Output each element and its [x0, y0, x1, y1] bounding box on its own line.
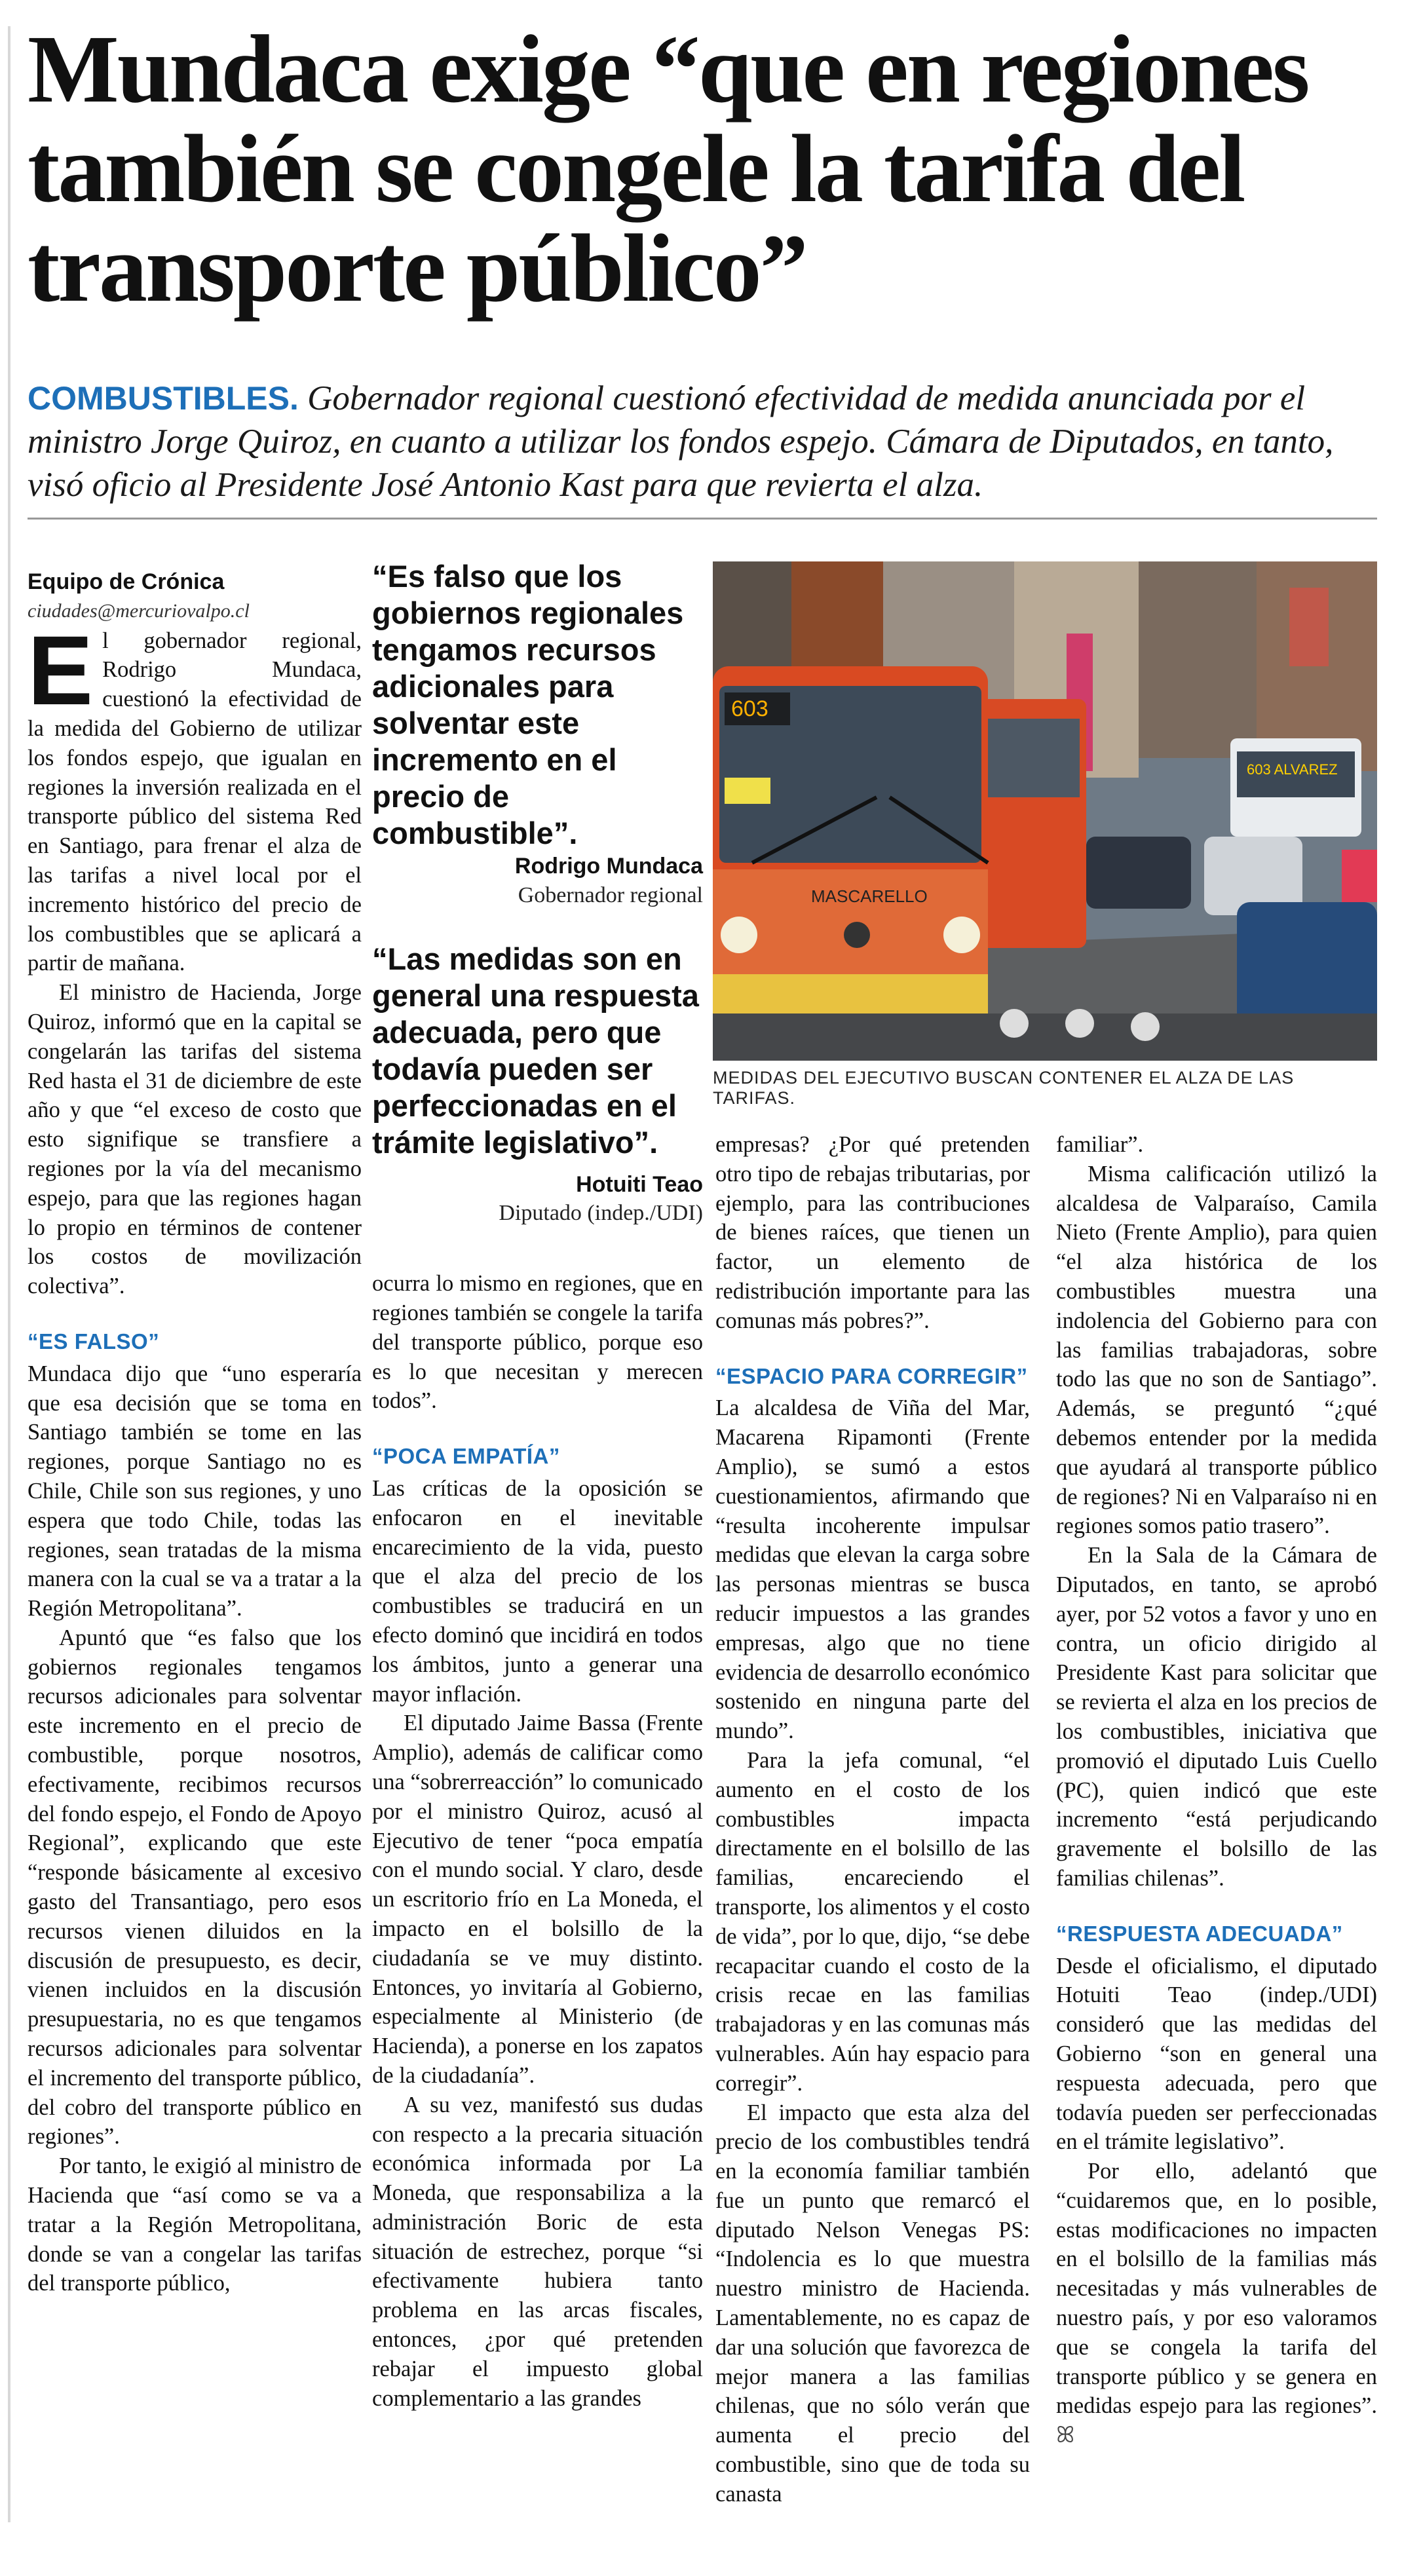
main-bus-sign: 603 [731, 696, 768, 721]
street-bus-illustration [713, 561, 1377, 1061]
deck-kicker: COMBUSTIBLES. [28, 380, 299, 417]
end-mark-icon: ꕤ [1056, 2422, 1075, 2449]
paragraph: Por ello, adelantó que “cuidaremos que, en lo posible, estas modificaciones no impacten en el bolsillo de la familias más necesitadas y más vulnerables de nuestro país, y por eso valoramos que se congela la tarifa del transporte público y se genera en medidas espejo para las regiones”. ꕤ [1056, 2159, 1377, 2449]
pull-quote-role: Gobernador regional [518, 882, 703, 907]
section-heading-respuesta-adecuada: “RESPUESTA ADECUADA” [1056, 1921, 1343, 1946]
left-margin-rule [8, 26, 10, 2522]
paragraph: Las críticas de la oposición se enfocaron en el inevitable encarecimiento de la vida, puesto que el alza del precio de los combustibles se traducirá en un efecto dominó que incidirá en todos los ámbitos, junto a generar una mayor inflación. [372, 1475, 703, 1707]
paragraph: El impacto que esta alza del precio de los combustibles tendrá en la economía familiar también fue un punto que remarcó el diputado Nelson Venegas PS: “Indolencia es lo que muestra nuestro ministro de Hacienda. Lamentablemente, no es capaz de dar una solución que favorezca de mejor manera a las familias chilenas, que no sólo verán que aumenta el precio del combustible, sino que de toda su canasta [715, 2100, 1030, 2507]
section-heading-poca-empatia: “POCA EMPATÍA” [372, 1444, 560, 1469]
pull-quote-teao [372, 941, 703, 1229]
article-column-4 [1056, 1130, 1377, 2450]
section-heading-espacio-para-corregir: “ESPACIO PARA CORREGIR” [715, 1363, 1028, 1388]
deck [28, 377, 1390, 506]
paragraph: La alcaldesa de Viña del Mar, Macarena Ripamonti (Frente Amplio), se sumó a estos cuestionamientos, afirmando que “resulta incoherente impulsar medidas que elevan la carga sobre las personas mientras se busca reducir impuestos a las grandes empresas, algo que no tiene evidencia de desarrollo económico sostenido en ninguna parte del mundo”. [715, 1395, 1030, 1744]
article-column-3 [715, 1130, 1030, 2509]
paragraph: familiar”. [1056, 1132, 1144, 1157]
pull-quote-mundaca [372, 558, 703, 911]
byline-email[interactable]: ciudades@mercuriovalpo.cl [28, 599, 250, 622]
paragraph: Misma calificación utilizó la alcaldesa de Valparaíso, Camila Nieto (Frente Amplio), para quien “el alza histórica de los combustibles muestra una indolencia del Gobierno para con las familias trabajadoras, sobre todo las que no son de Santiago”. Además, se preguntó “¿qué debemos entender por la medida que ayudará al transporte público de regiones? Ni en Valparaíso ni en regiones somos patio trasero”. [1056, 1161, 1377, 1539]
pull-quote-name: Hotuiti Teao [576, 1171, 703, 1197]
paragraph: El gobernador regional, Rodrigo Mundaca, cuestionó la efectividad de la medida del Gobierno de utilizar los fondos espejo, que igualan en regiones la inversión realizada en el transporte público del sistema Red en Santiago, para frenar el alza de las tarifas a nivel local por el incremento histórico del precio de los combustibles que se aplicará a partir de mañana. [28, 615, 362, 976]
headline: Mundaca exige “que en regiones también se congele la tarifa del transporte público” [28, 16, 1308, 322]
far-bus-sign: 603 ALVAREZ [1247, 761, 1338, 778]
paragraph: El diputado Jaime Bassa (Frente Amplio), además de calificar como una “sobrerreacción” lo comunicado por el ministro Quiroz, acusó al Ejecutivo de tener “poca empatía con el mundo social. Y claro, desde un escritorio frío en La Moneda, el impacto en el bolsillo de la ciudadanía se ve muy distinto. Entonces, yo invitaría al Gobierno, especialmente al Ministerio (de Hacienda), a ponerse en los zapatos de la ciudadanía”. [372, 1711, 703, 2088]
section-heading-es-falso: “ES FALSO” [28, 1329, 160, 1354]
photo-caption: MEDIDAS DEL EJECUTIVO BUSCAN CONTENER EL ALZA DE LAS TARIFAS. [713, 1068, 1295, 1108]
pull-quote-text: “Es falso que los gobiernos regionales tengamos recursos adicionales para solventar este incremento en el precio de combustible”. [372, 559, 684, 850]
bus-brand: MASCARELLO [811, 886, 928, 906]
byline-author: Equipo de Crónica [28, 569, 225, 594]
paragraph: A su vez, manifestó sus dudas con respecto a la precaria situación económica informada por La Moneda, que responsabiliza a la administración Boric de esta situación de estrechez, porque “si efectivamente hubiera tanto problema en las arcas fiscales, entonces, ¿por qué pretenden rebajar el impuesto global complementario a las grandes [372, 2092, 703, 2411]
paragraph: empresas? ¿Por qué pretenden otro tipo de rebajas tributarias, por ejemplo, para las contribuciones de bienes raíces, que tienen un factor, un elemento de redistribución importante para las comunas más pobres?”. [715, 1132, 1030, 1333]
paragraph: Apuntó que “es falso que los gobiernos regionales tengamos recursos adicionales para solventar este incremento en el precio de combustible, porque nosotros, efectivamente, recibimos recursos del fondo espejo, el Fondo de Apoyo Regional”, explicando que este “responde básicamente al excesivo gasto del Transantiago, pero esos recursos vienen diluidos en la discusión de presupuesto, es decir, vienen incluidos en la discusión presupuestaria, no es que tengamos recursos adicionales para solventar el incremento del transporte público, del cobro del transporte público en regiones”. [28, 1625, 362, 2150]
paragraph: ocurra lo mismo en regiones, que en regiones también se congele la tarifa del transporte público, porque eso es lo que necesitan y merecen todos”. [372, 1271, 703, 1414]
paragraph: En la Sala de la Cámara de Diputados, en tanto, se aprobó ayer, por 52 votos a favor y uno en contra, un oficio dirigido al Presidente Kast para solicitar que se revierta el alza en los precios de los combustibles, iniciativa que promovió el diputado Luis Cuello (PC), quien indicó que este incremento “está perjudicando gravemente el bolsillo de las familias chilenas”. [1056, 1543, 1377, 1891]
deck-text: Gobernador regional cuestionó efectividad de medida anunciada por el ministro Jorge Quiroz, en cuanto a utilizar los fondos espejo. Cámara de Diputados, en tanto, visó oficio al Presidente José Antonio Kast para que revierta el alza. [28, 379, 1334, 504]
paragraph: Desde el oficialismo, el diputado Hotuiti Teao (indep./UDI) consideró que las medidas del Gobierno “son en general una respuesta adecuada, pero que todavía pueden ser perfeccionadas en el trámite legislativo”. [1056, 1953, 1377, 2155]
header-divider [28, 518, 1377, 520]
news-photo-buses [713, 561, 1377, 1061]
drop-cap: E [28, 615, 94, 725]
paragraph: Mundaca dijo que “uno esperaría que esa decisión que se toma en Santiago también se tome en las regiones, porque Santiago no es Chile, Chile son sus regiones, y uno espera que todo Chile, todas las regiones, sean tratadas de la misma manera con la cual se va a tratar a la Región Metropolitana”. [28, 1361, 362, 1621]
article-column-2 [372, 558, 703, 2413]
paragraph: Por tanto, le exigió al ministro de Hacienda que “así como se va a tratar a la Región Metropolitana, donde se van a congelar las tarifas del transporte público, [28, 2153, 362, 2296]
pull-quote-role: Diputado (indep./UDI) [499, 1201, 703, 1226]
paragraph: Para la jefa comunal, “el aumento en el costo de los combustibles impacta directamente en el bolsillo de las familias, encareciendo el transporte, los alimentos y el costo de vida”, por lo que, dijo, “se debe recapacitar cuando el costo de la crisis recae en las familias trabajadoras y en las comunas más vulnerables. Aún hay espacio para corregir”. [715, 1747, 1030, 2096]
article-column-1 [28, 567, 362, 2298]
pull-quote-name: Rodrigo Mundaca [514, 854, 703, 879]
paragraph: El ministro de Hacienda, Jorge Quiroz, informó que en la capital se congelarán las tarifas del sistema Red hasta el 31 de diciembre de este año y que “el exceso de costo que esto signifique se transfiere a regiones por la vía del mecanismo espejo, para que las regiones hagan lo propio en términos de contener los costos de movilización colectiva”. [28, 980, 362, 1299]
pull-quote-text: “Las medidas son en general una respuesta adecuada, pero que todavía pueden ser perfeccionadas en el trámite legislativo”. [372, 941, 699, 1160]
